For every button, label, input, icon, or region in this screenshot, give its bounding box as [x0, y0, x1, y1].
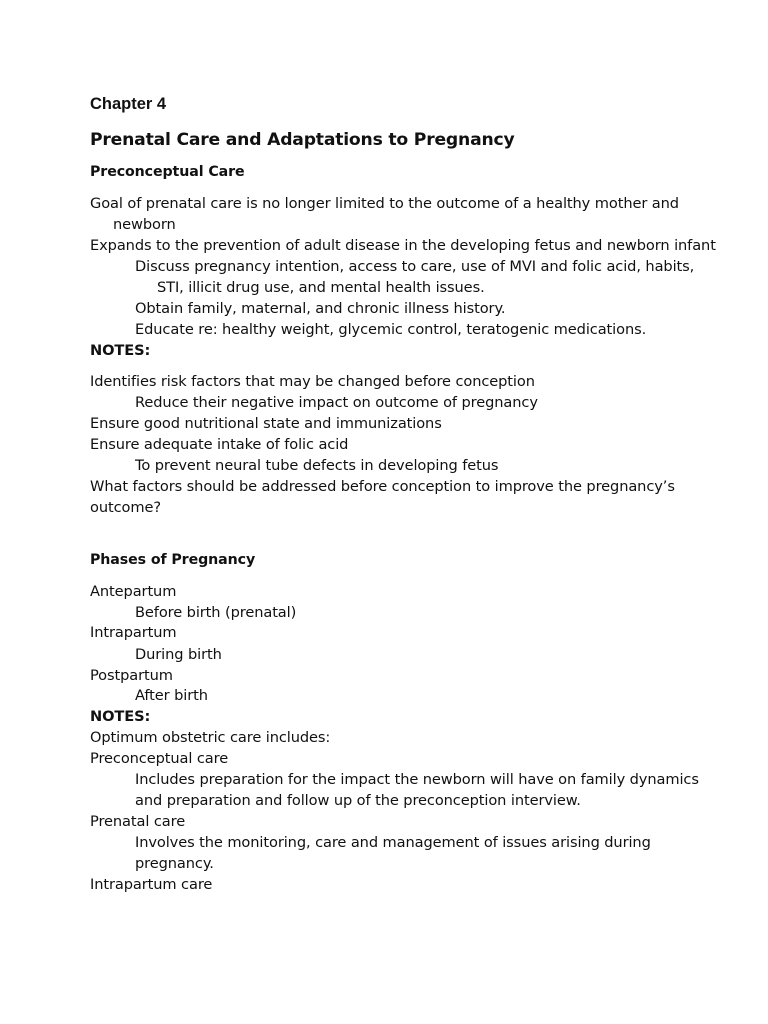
text-line: Goal of prenatal care is no longer limited to the outcome of a healthy mother and: [90, 195, 679, 212]
text-line: Ensure adequate intake of folic acid: [90, 436, 349, 453]
text-line: Includes preparation for the impact the newborn will have on family dynamics: [135, 771, 699, 788]
text-line: Reduce their negative impact on outcome of pregnancy: [135, 394, 538, 411]
text-line: Preconceptual care: [90, 750, 229, 767]
text-line: Involves the monitoring, care and management of issues arising during: [135, 834, 651, 851]
text-line: What factors should be addressed before conception to improve the pregnancy’s: [90, 478, 675, 495]
chapter-label: Chapter 4: [90, 95, 167, 113]
text-line: newborn: [113, 216, 176, 233]
section-heading-preconceptual-care: Preconceptual Care: [90, 164, 245, 180]
text-line: outcome?: [90, 499, 161, 516]
text-line: Prenatal care: [90, 813, 186, 830]
text-line: Intrapartum: [90, 624, 177, 641]
text-line: During birth: [135, 646, 222, 663]
text-line: Before birth (prenatal): [135, 604, 297, 621]
text-line: Educate re: healthy weight, glycemic control, teratogenic medications.: [135, 321, 647, 338]
text-line: Identifies risk factors that may be changed before conception: [90, 373, 535, 390]
page-title: Prenatal Care and Adaptations to Pregnancy: [90, 130, 515, 150]
notes-label: NOTES:: [90, 708, 151, 725]
text-line: Antepartum: [90, 583, 177, 600]
text-line: STI, illicit drug use, and mental health issues.: [157, 279, 485, 296]
text-line: Optimum obstetric care includes:: [90, 729, 331, 746]
text-line: Ensure good nutritional state and immunizations: [90, 415, 442, 432]
section-heading-phases-of-pregnancy: Phases of Pregnancy: [90, 552, 256, 568]
text-line: After birth: [135, 687, 208, 704]
text-line: and preparation and follow up of the preconception interview.: [135, 792, 581, 809]
text-line: Postpartum: [90, 667, 173, 684]
text-line: pregnancy.: [135, 855, 214, 872]
notes-label: NOTES:: [90, 342, 151, 359]
text-line: Intrapartum care: [90, 876, 213, 893]
text-line: Discuss pregnancy intention, access to care, use of MVI and folic acid, habits,: [135, 258, 695, 275]
text-line: Expands to the prevention of adult disease in the developing fetus and newborn infant: [90, 237, 716, 254]
text-line: Obtain family, maternal, and chronic illness history.: [135, 300, 506, 317]
text-line: To prevent neural tube defects in developing fetus: [135, 457, 499, 474]
